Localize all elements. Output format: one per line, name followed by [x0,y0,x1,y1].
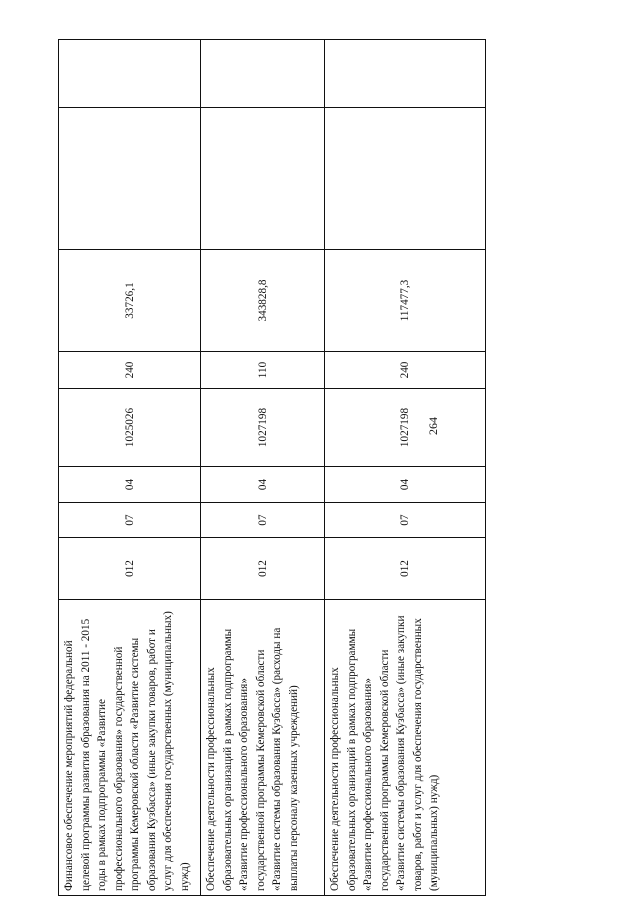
expense-description: Обеспечение деятельности профессиональных образовательных организаций в рамках подпрограммы «Развитие профессионального образования» государственной программы Кемеровской области «Развитие системы образования Кузбасса» (расходы на выплаты персоналу казенных учреждений) [201,600,325,896]
table-row [201,40,325,896]
subsection-code: 04 [325,467,486,503]
empty-cell [325,108,486,250]
empty-cell [59,40,201,108]
section-code: 07 [325,503,486,538]
empty-cell [201,40,325,108]
expense-type-code: 240 [325,352,486,389]
department-code: 012 [59,538,201,600]
target-code: 1027198 [201,389,325,467]
budget-table [58,39,486,896]
target-code: 1027198 [325,389,486,467]
department-code: 012 [201,538,325,600]
empty-cell [59,108,201,250]
subsection-code: 04 [59,467,201,503]
target-code: 1025026 [59,389,201,467]
amount-cell: 117477,3 [325,250,486,352]
subsection-code: 04 [201,467,325,503]
empty-cell [325,40,486,108]
table-row [59,40,201,896]
page-number: 264 [426,417,440,435]
department-code: 012 [325,538,486,600]
amount-cell: 33726,1 [59,250,201,352]
rotated-table-container [58,40,485,896]
expense-description: Обеспечение деятельности профессиональных образовательных организаций в рамках подпрограммы «Развитие профессионального образования» государственной программы Кемеровской области «Развитие системы образования Кузбасса» (иные закупки товаров, работ и услуг для обеспечения государственных (муниципальных) нужд) [325,600,486,896]
table-row [325,40,486,896]
section-code: 07 [201,503,325,538]
expense-type-code: 110 [201,352,325,389]
expense-type-code: 240 [59,352,201,389]
section-code: 07 [59,503,201,538]
expense-description: Финансовое обеспечение мероприятий федеральной целевой программы развития образования на 2011 - 2015 годы в рамках подпрограммы «Развитие профессионального образования» государственной программы Кемеровской области «Развитие системы образования Кузбасса» (иные закупки товаров, работ и услуг для обеспечения государственных (муниципальных) нужд) [59,600,201,896]
amount-cell: 343828,8 [201,250,325,352]
empty-cell [201,108,325,250]
